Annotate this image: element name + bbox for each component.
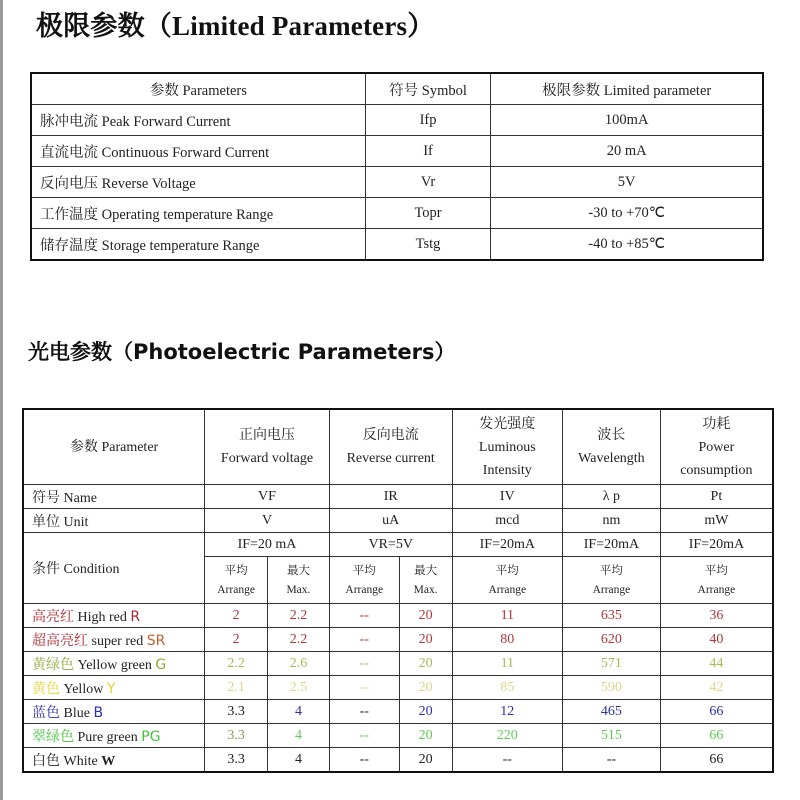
- table-row: [31, 229, 763, 261]
- led-name-zh: 黄色: [32, 680, 60, 697]
- ir-average: --: [329, 604, 399, 628]
- table-row-white: [23, 748, 773, 773]
- power: 40: [660, 628, 773, 652]
- led-label: [23, 724, 205, 748]
- table-cell: VF: [205, 485, 330, 509]
- wavelength: 620: [563, 628, 661, 652]
- table-cell: mcd: [452, 509, 563, 533]
- power: 42: [660, 676, 773, 700]
- vf-average: 2.1: [205, 676, 268, 700]
- wavelength: 571: [563, 652, 661, 676]
- parameter-symbol: If: [365, 136, 491, 167]
- row-label: 符号 Name: [23, 485, 205, 509]
- vf-max: 2.2: [268, 604, 330, 628]
- unit-row: [23, 509, 773, 533]
- led-name-en: Blue: [60, 705, 94, 721]
- power: 66: [660, 700, 773, 724]
- led-code: G: [155, 656, 167, 673]
- column-header-wavelength: [563, 409, 661, 485]
- symbol-name-row: [23, 485, 773, 509]
- parameter-name: 储存温度 Storage temperature Range: [31, 229, 365, 261]
- vf-max: 2.5: [268, 676, 330, 700]
- subheader-zh: 平均: [224, 563, 248, 577]
- wavelength: 635: [563, 604, 661, 628]
- condition-row: [23, 533, 773, 557]
- parameter-name: 直流电流 Continuous Forward Current: [31, 136, 365, 167]
- header-en: Power: [698, 439, 735, 455]
- led-label: [23, 652, 205, 676]
- column-header-reverse-current: [329, 409, 452, 485]
- luminous-intensity: 85: [452, 676, 563, 700]
- table-cell: mW: [660, 509, 773, 533]
- header-zh: 发光强度: [479, 415, 536, 432]
- led-name-zh: 白色: [32, 752, 60, 769]
- column-header: 符号 Symbol: [365, 73, 491, 105]
- subheader-average: [205, 557, 268, 604]
- luminous-intensity: --: [452, 748, 563, 773]
- table-row-yellow: [23, 676, 773, 700]
- row-label: 单位 Unit: [23, 509, 205, 533]
- table-cell: V: [205, 509, 330, 533]
- led-name-zh: 蓝色: [32, 704, 60, 721]
- led-code: R: [130, 608, 141, 625]
- limited-parameters-table: [30, 72, 764, 261]
- table-cell: IF=20mA: [563, 533, 661, 557]
- subheader-zh: 平均: [352, 563, 376, 577]
- subheader-en: Arrange: [697, 584, 736, 596]
- ir-max: 20: [399, 652, 452, 676]
- ir-average: --: [329, 628, 399, 652]
- header-en: Luminous: [478, 439, 536, 455]
- parameter-symbol: Topr: [365, 198, 491, 229]
- vf-max: 2.2: [268, 628, 330, 652]
- vf-max: 4: [268, 724, 330, 748]
- table-row-blue: [23, 700, 773, 724]
- parameter-value: 20 mA: [491, 136, 763, 167]
- vf-max: 4: [268, 748, 330, 773]
- led-code: Y: [106, 680, 116, 697]
- column-header: 参数 Parameters: [31, 73, 365, 105]
- column-header-luminous-intensity: [452, 409, 563, 485]
- subheader-zh: 平均: [704, 563, 728, 577]
- table-cell: IF=20 mA: [205, 533, 330, 557]
- ir-max: 20: [399, 604, 452, 628]
- subheader-zh: 最大: [286, 563, 310, 577]
- led-name-zh: 翠绿色: [32, 728, 74, 745]
- parameter-symbol: Vr: [365, 167, 491, 198]
- left-border-edge: [0, 0, 3, 800]
- subheader-max: [268, 557, 330, 604]
- table-row-pure-green: [23, 724, 773, 748]
- led-name-zh: 黄绿色: [32, 656, 74, 673]
- luminous-intensity: 11: [452, 604, 563, 628]
- subheader-en: Arrange: [592, 584, 631, 596]
- limited-parameters-title: 极限参数（Limited Parameters）: [36, 11, 435, 41]
- ir-max: 20: [399, 724, 452, 748]
- vf-average: 3.3: [205, 700, 268, 724]
- vf-max: 2.6: [268, 652, 330, 676]
- row-label: 条件 Condition: [23, 533, 205, 604]
- power: 44: [660, 652, 773, 676]
- header-zh: 反向电流: [362, 427, 419, 443]
- parameter-name: 反向电压 Reverse Voltage: [31, 167, 365, 198]
- luminous-intensity: 80: [452, 628, 563, 652]
- ir-average: --: [329, 724, 399, 748]
- vf-average: 3.3: [205, 724, 268, 748]
- table-cell: uA: [329, 509, 452, 533]
- led-name-en: High red: [74, 609, 131, 625]
- led-label: [23, 748, 205, 773]
- subheader-average: [329, 557, 399, 604]
- ir-max: 20: [399, 628, 452, 652]
- table-cell: IF=20mA: [660, 533, 773, 557]
- ir-max: 20: [399, 748, 452, 773]
- column-header-forward-voltage: [205, 409, 330, 485]
- led-label: [23, 676, 205, 700]
- led-name-zh: 超高亮红: [32, 632, 88, 649]
- column-header: 极限参数 Limited parameter: [491, 73, 763, 105]
- subheader-en: Arrange: [345, 584, 384, 596]
- power: 36: [660, 604, 773, 628]
- subheader-average: [563, 557, 661, 604]
- table-row: [31, 198, 763, 229]
- wavelength: 465: [563, 700, 661, 724]
- led-name-en: Pure green: [74, 729, 142, 745]
- wavelength: --: [563, 748, 661, 773]
- led-code: SR: [146, 632, 166, 649]
- ir-average: --: [329, 676, 399, 700]
- table-row: [31, 105, 763, 136]
- header-en: Reverse current: [346, 451, 435, 466]
- header-zh: 功耗: [702, 415, 731, 432]
- table-cell: IV: [452, 485, 563, 509]
- led-name-en: White: [60, 753, 102, 769]
- ir-average: --: [329, 700, 399, 724]
- table-row-yellow-green: [23, 652, 773, 676]
- wavelength: 590: [563, 676, 661, 700]
- vf-average: 2: [205, 628, 268, 652]
- power: 66: [660, 748, 773, 773]
- parameter-name: 工作温度 Operating temperature Range: [31, 198, 365, 229]
- ir-max: 20: [399, 700, 452, 724]
- header-en: Wavelength: [578, 451, 645, 466]
- led-label: [23, 700, 205, 724]
- table-header-row: [23, 409, 773, 485]
- luminous-intensity: 220: [452, 724, 563, 748]
- parameter-value: 100mA: [491, 105, 763, 136]
- led-code: PG: [141, 728, 161, 745]
- subheader-average: [452, 557, 563, 604]
- header-zh: 波长: [597, 427, 626, 443]
- parameter-name: 脉冲电流 Peak Forward Current: [31, 105, 365, 136]
- parameter-value: 5V: [491, 167, 763, 198]
- led-name-en: Yellow green: [74, 657, 156, 673]
- table-cell: VR=5V: [329, 533, 452, 557]
- ir-average: --: [329, 652, 399, 676]
- subheader-zh: 平均: [599, 563, 623, 577]
- subheader-max: [399, 557, 452, 604]
- parameter-value: -30 to +70℃: [491, 198, 763, 229]
- header-en: Forward voltage: [220, 451, 314, 466]
- parameter-symbol: Ifp: [365, 105, 491, 136]
- led-label: [23, 604, 205, 628]
- column-header-power-consumption: [660, 409, 773, 485]
- led-name-zh: 高亮红: [32, 608, 74, 625]
- subheader-en: Arrange: [488, 584, 527, 596]
- table-row-high-red: [23, 604, 773, 628]
- table-cell: IR: [329, 485, 452, 509]
- vf-max: 4: [268, 700, 330, 724]
- parameter-symbol: Tstg: [365, 229, 491, 261]
- column-header-parameter: 参数 Parameter: [23, 409, 205, 485]
- luminous-intensity: 11: [452, 652, 563, 676]
- ir-average: --: [329, 748, 399, 773]
- table-cell: Pt: [660, 485, 773, 509]
- table-row: [31, 136, 763, 167]
- subheader-en: Arrange: [217, 584, 255, 596]
- subheader-en: Max.: [286, 584, 311, 596]
- subheader-average: [660, 557, 773, 604]
- subheader-zh: 平均: [495, 563, 519, 577]
- led-code: B: [93, 704, 104, 721]
- table-cell: nm: [563, 509, 661, 533]
- header-en: Intensity: [482, 462, 532, 478]
- table-row-super-red: [23, 628, 773, 652]
- header-en: consumption: [680, 462, 753, 478]
- vf-average: 2.2: [205, 652, 268, 676]
- luminous-intensity: 12: [452, 700, 563, 724]
- header-zh: 正向电压: [239, 427, 295, 443]
- subheader-zh: 最大: [414, 563, 438, 577]
- led-code: W: [101, 753, 116, 769]
- led-label: [23, 628, 205, 652]
- photoelectric-parameters-table: [22, 408, 774, 773]
- power: 66: [660, 724, 773, 748]
- led-name-en: Yellow: [60, 681, 107, 697]
- vf-average: 3.3: [205, 748, 268, 773]
- parameter-value: -40 to +85℃: [491, 229, 763, 261]
- photoelectric-parameters-title: 光电参数（Photoelectric Parameters）: [28, 340, 456, 364]
- table-cell: λ p: [563, 485, 661, 509]
- table-row: [31, 167, 763, 198]
- wavelength: 515: [563, 724, 661, 748]
- subheader-en: Max.: [413, 584, 438, 596]
- led-name-en: super red: [88, 633, 147, 649]
- table-cell: IF=20mA: [452, 533, 563, 557]
- vf-average: 2: [205, 604, 268, 628]
- table-header-row: [31, 73, 763, 105]
- ir-max: 20: [399, 676, 452, 700]
